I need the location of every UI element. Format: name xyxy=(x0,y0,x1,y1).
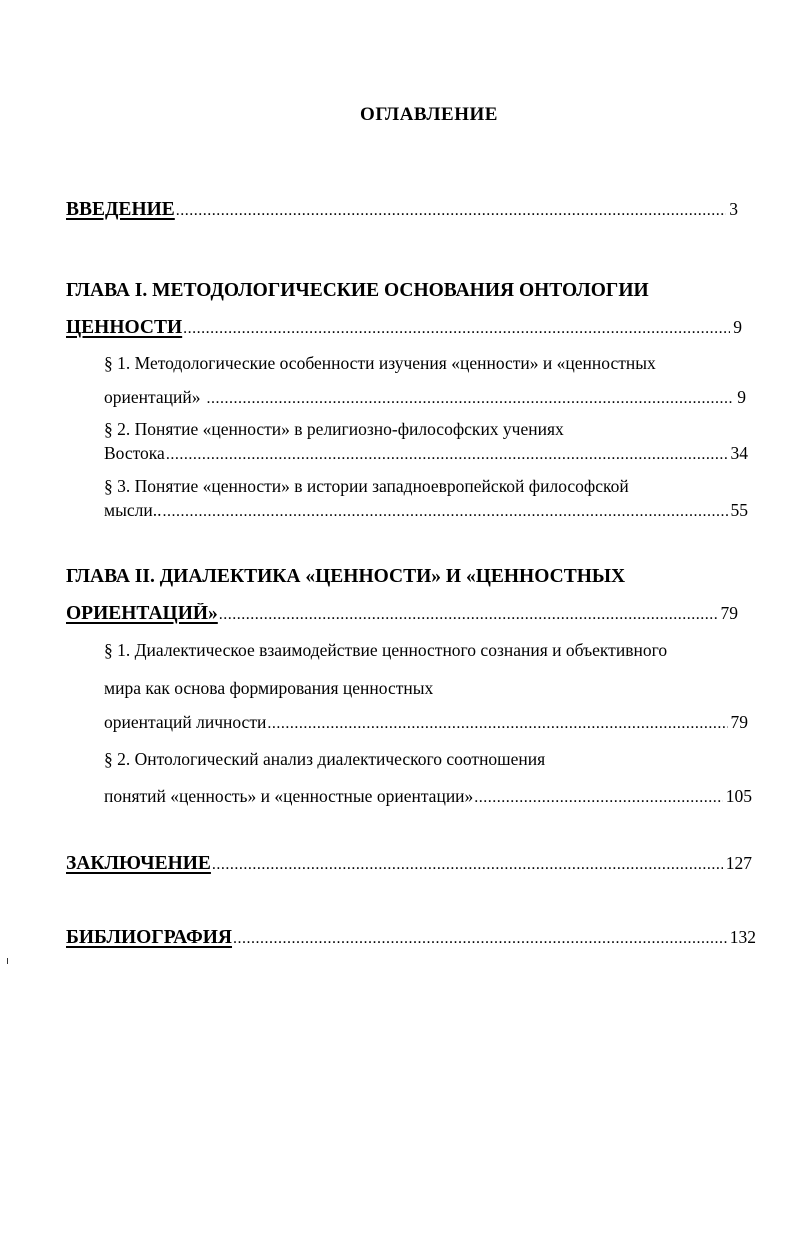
toc-entry-label: § 3. Понятие «ценности» в истории западноевропейской философской xyxy=(104,476,629,496)
toc-entry-bibliography[interactable] xyxy=(66,927,756,949)
toc-section-1-2-title[interactable] xyxy=(104,419,744,440)
dot-leader xyxy=(267,715,727,733)
toc-chapter-1-line[interactable] xyxy=(66,317,742,339)
toc-section-2-1-line-3[interactable] xyxy=(104,712,748,733)
toc-entry-label: ГЛАВА I. МЕТОДОЛОГИЧЕСКИЕ ОСНОВАНИЯ ОНТОЛОГИИ xyxy=(66,280,649,301)
toc-page-number: 3 xyxy=(729,199,738,219)
toc-entry-label: ВВЕДЕНИЕ xyxy=(66,199,175,220)
toc-entry-label: понятий «ценность» и «ценностные ориентации» xyxy=(104,786,474,806)
dot-leader xyxy=(183,320,730,338)
dot-leader xyxy=(233,930,727,948)
toc-entry-label: ГЛАВА II. ДИАЛЕКТИКА «ЦЕННОСТИ» И «ЦЕННОСТНЫХ xyxy=(66,566,626,587)
toc-page-number: 55 xyxy=(730,500,748,520)
toc-section-1-3-title[interactable] xyxy=(104,476,744,497)
toc-page-number: 9 xyxy=(733,317,742,337)
toc-page-number: 79 xyxy=(730,712,748,732)
toc-section-1-2-line[interactable] xyxy=(104,443,748,464)
dot-leader xyxy=(176,202,726,220)
page-title: ОГЛАВЛЕНИЕ xyxy=(360,104,498,125)
toc-page-number: 9 xyxy=(737,387,746,407)
toc-entry-label: Востока xyxy=(104,443,165,463)
toc-entry-label: мысли.. xyxy=(104,500,162,520)
dot-leader xyxy=(206,390,734,408)
toc-section-1-1-title[interactable] xyxy=(104,353,764,374)
toc-entry-label: § 2. Понятие «ценности» в религиозно-философских учениях xyxy=(104,419,564,439)
toc-section-2-2-line[interactable] xyxy=(104,786,752,807)
toc-entry-label: ориентаций» xyxy=(104,387,201,407)
scan-artifact xyxy=(7,958,8,964)
toc-chapter-1-title[interactable] xyxy=(66,280,746,302)
dot-leader xyxy=(166,446,728,464)
toc-page-number: 79 xyxy=(720,603,738,623)
dot-leader xyxy=(219,606,718,624)
toc-page-number: 34 xyxy=(730,443,748,463)
toc-chapter-2-line[interactable] xyxy=(66,603,738,625)
toc-page-number: 132 xyxy=(729,927,756,947)
toc-chapter-2-title[interactable] xyxy=(66,566,746,588)
toc-entry-label: § 1. Методологические особенности изучения «ценности» и «ценностных xyxy=(104,353,656,373)
toc-entry-conclusion[interactable] xyxy=(66,853,752,875)
toc-section-2-2-title[interactable] xyxy=(104,749,704,770)
dot-leader xyxy=(212,856,723,874)
toc-entry-label: БИБЛИОГРАФИЯ xyxy=(66,927,233,948)
toc-section-2-1-line-2[interactable] xyxy=(104,678,604,699)
toc-entry-label: ЗАКЛЮЧЕНИЕ xyxy=(66,853,211,874)
toc-section-1-1-line[interactable] xyxy=(104,387,746,408)
toc-entry-label: ОРИЕНТАЦИЙ» xyxy=(66,603,218,624)
toc-section-2-1-title[interactable] xyxy=(104,640,764,661)
toc-entry-introduction[interactable] xyxy=(66,199,738,221)
toc-entry-label: ЦЕННОСТИ xyxy=(66,317,183,338)
dot-leader xyxy=(474,789,722,807)
toc-entry-label: § 1. Диалектическое взаимодействие ценностного сознания и объективного xyxy=(104,640,668,660)
toc-entry-label: § 2. Онтологический анализ диалектического соотношения xyxy=(104,749,546,769)
toc-entry-label: мира как основа формирования ценностных xyxy=(104,678,434,698)
toc-entry-label: ориентаций личности xyxy=(104,712,267,732)
toc-section-1-3-line[interactable] xyxy=(104,500,748,521)
toc-page-number: 105 xyxy=(725,786,752,806)
toc-page-number: 127 xyxy=(725,853,752,873)
dot-leader xyxy=(162,503,727,521)
